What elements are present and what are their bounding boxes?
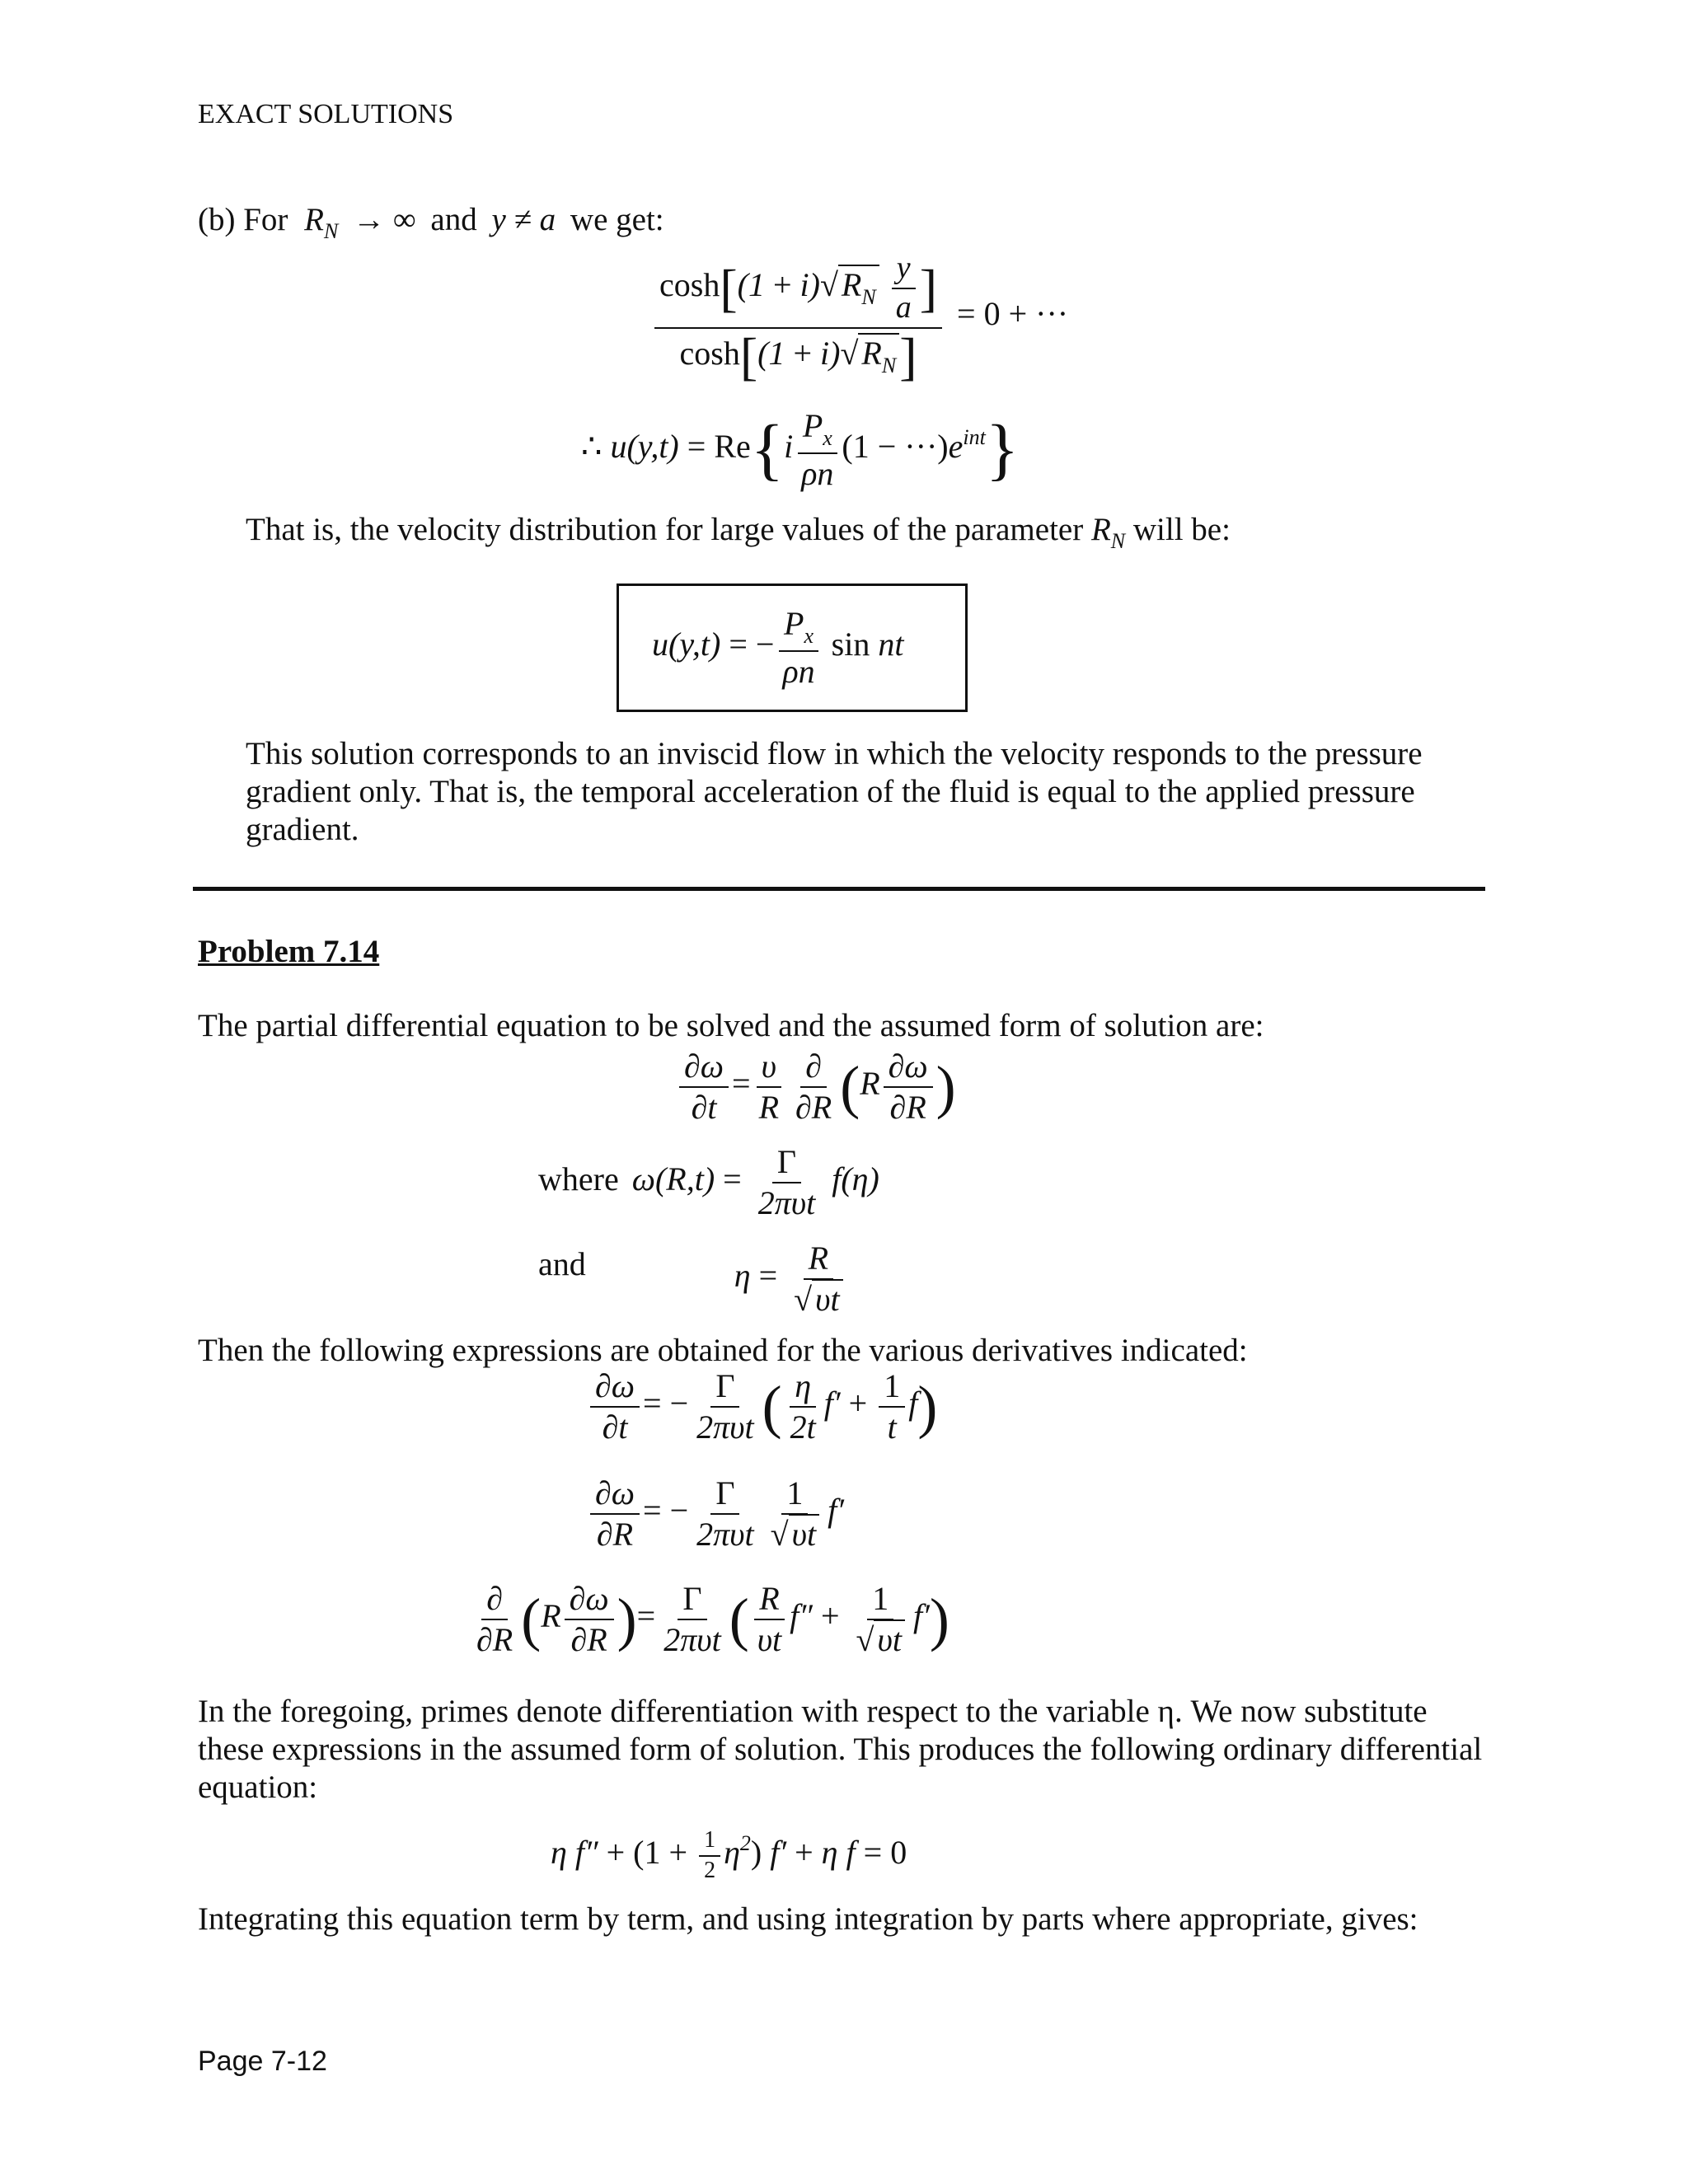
omega-definition: where ω(R,t) = $\frac{\Gamma}{\text{2πυt}}$ f(η): [538, 1143, 879, 1221]
we-get: we get:: [570, 202, 664, 237]
where-label: where: [538, 1160, 619, 1198]
part-b-intro: [198, 201, 664, 245]
running-header: EXACT SOLUTIONS: [198, 99, 454, 129]
velocity-text-pre: That is, the velocity distribution for large values of the parameter: [246, 512, 1084, 547]
integrating-sentence: Integrating this equation term by term, and using integration by parts where appropriate, gives:: [198, 1901, 1418, 1937]
foregoing-paragraph: In the foregoing, primes denote differentiation with respect to the variable η. We now substitute these expressions in the assumed form of solution. This produces the following ordinary differential equation:: [198, 1694, 1483, 1806]
velocity-re-equation: ∴ u(y,t) = Re{i $\frac{P_x}{\rho n}$ $(1 - \cdot\cdot\cdot)e^{int}$}: [581, 407, 1020, 492]
eta-definition: and η = $\frac{R}{√ \upsilon t}$: [538, 1240, 851, 1318]
derivative-second: $\frac{\partial}{\partial R}$ (R $\frac{\partial\omega}{\partial R}$ )= $\frac{\Gamma}{\text{2πυt}}$ ( $\frac{R}{\upsilon t}$ f″ + $\frac{1}{√ \upsilon t}$ f′): [476, 1580, 950, 1658]
part-b-label: (b) For: [198, 202, 288, 237]
problem-intro: The partial differential equation to be solved and the assumed form of solution are:: [198, 1008, 1264, 1043]
and-word: and: [430, 202, 477, 237]
velocity-param: R: [1090, 512, 1111, 547]
section-divider: [193, 887, 1485, 891]
cosh-ratio-equation: cosh[(1 + i)√ $R_N$ $\frac{y}{a}$ ] cosh[(1 + i)√ $R_N$] = 0 + ···: [651, 251, 1068, 383]
rn-subscript: N: [323, 219, 339, 243]
y-not-a: y ≠ a: [491, 202, 556, 237]
explanation-paragraph: This solution corresponds to an inviscid flow in which the velocity responds to the pressure gradient only. That is, the temporal acceleration of the fluid is equal to the applied pressure gradient.: [246, 736, 1423, 848]
velocity-text-post: will be:: [1132, 512, 1231, 547]
and-label: and: [538, 1245, 586, 1283]
derivatives-intro: Then the following expressions are obtained for the various derivatives indicated:: [198, 1333, 1248, 1368]
problem-title: Problem 7.14: [198, 934, 380, 969]
tends-to-infinity: → ∞: [353, 202, 416, 237]
page-number: Page 7-12: [198, 2046, 327, 2077]
derivative-dt: $\frac{\partial\omega}{\partial t}$ = − $\frac{\Gamma}{\text{2πυt}}$ ( $\frac{\eta}{2t}$ f′ + $\frac{1}{t}$ f): [587, 1368, 937, 1446]
velocity-param-sub: N: [1110, 529, 1126, 553]
boxed-result: u(y,t) = − $\frac{P_x}{\rho n}$ sin nt: [617, 583, 968, 712]
pde-equation: $\frac{\partial\omega}{\partial t}$ = $\frac{\upsilon}{R}$ $\frac{\partial}{\partial R}$ (R $\frac{\partial\omega}{\partial R}$ ): [676, 1048, 956, 1126]
rn-symbol: R: [304, 202, 324, 237]
derivative-dr: $\frac{\partial\omega}{\partial R}$ = − $\frac{\Gamma}{\text{2πυt}}$ $\frac{1}{√ \upsilon t}$ f′: [587, 1475, 844, 1553]
ode-equation: η f″ + (1 + $\frac{1}{2}$ $\eta^2$) f′ + η f = 0: [551, 1827, 907, 1883]
velocity-sentence: [246, 511, 1231, 555]
